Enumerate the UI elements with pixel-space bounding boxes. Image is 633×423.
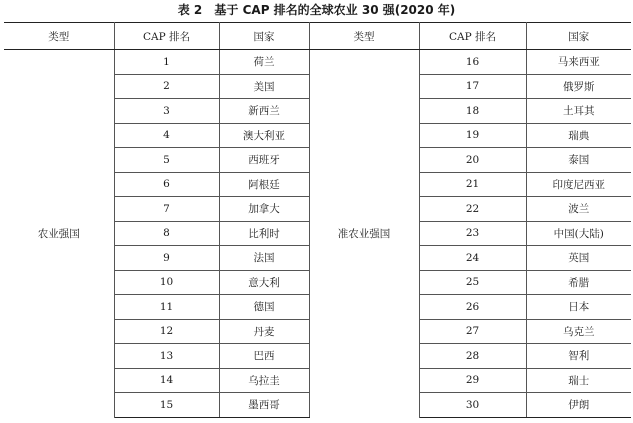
country-cell: 丹麦 [219, 319, 309, 344]
rank-cell: 24 [419, 246, 526, 271]
country-cell: 比利时 [219, 221, 309, 246]
rank-cell: 13 [114, 344, 219, 369]
country-cell: 瑞士 [526, 368, 631, 393]
table-title: 基于 CAP 排名的全球农业 30 强(2020 年) [214, 3, 456, 17]
rank-cell: 15 [114, 393, 219, 418]
rank-cell: 23 [419, 221, 526, 246]
country-cell: 英国 [526, 246, 631, 271]
group-type-left: 农业强国 [4, 50, 114, 418]
country-cell: 美国 [219, 74, 309, 99]
rank-cell: 14 [114, 368, 219, 393]
country-cell: 日本 [526, 295, 631, 320]
table-caption [0, 0, 633, 21]
table-row [4, 50, 631, 75]
country-cell: 意大利 [219, 270, 309, 295]
rank-cell: 27 [419, 319, 526, 344]
header-rank-right: CAP 排名 [419, 23, 526, 50]
rank-cell: 9 [114, 246, 219, 271]
country-cell: 新西兰 [219, 99, 309, 124]
country-cell: 德国 [219, 295, 309, 320]
header-rank-left: CAP 排名 [114, 23, 219, 50]
rank-cell: 25 [419, 270, 526, 295]
rank-cell: 2 [114, 74, 219, 99]
country-cell: 伊朗 [526, 393, 631, 418]
rank-cell: 17 [419, 74, 526, 99]
country-cell: 智利 [526, 344, 631, 369]
table-body [4, 50, 631, 418]
country-cell: 土耳其 [526, 99, 631, 124]
country-cell: 巴西 [219, 344, 309, 369]
rank-cell: 21 [419, 172, 526, 197]
country-cell: 中国(大陆) [526, 221, 631, 246]
country-cell: 墨西哥 [219, 393, 309, 418]
table-number: 表 2 [177, 3, 203, 17]
header-row [4, 23, 631, 50]
group-type-right: 准农业强国 [309, 50, 419, 418]
rank-cell: 1 [114, 50, 219, 75]
country-cell: 俄罗斯 [526, 74, 631, 99]
rank-cell: 19 [419, 123, 526, 148]
rank-cell: 6 [114, 172, 219, 197]
rank-cell: 16 [419, 50, 526, 75]
ranking-table [4, 22, 631, 418]
country-cell: 印度尼西亚 [526, 172, 631, 197]
country-cell: 荷兰 [219, 50, 309, 75]
country-cell: 马来西亚 [526, 50, 631, 75]
rank-cell: 20 [419, 148, 526, 173]
rank-cell: 11 [114, 295, 219, 320]
rank-cell: 29 [419, 368, 526, 393]
country-cell: 泰国 [526, 148, 631, 173]
rank-cell: 4 [114, 123, 219, 148]
country-cell: 西班牙 [219, 148, 309, 173]
country-cell: 阿根廷 [219, 172, 309, 197]
country-cell: 加拿大 [219, 197, 309, 222]
country-cell: 乌拉圭 [219, 368, 309, 393]
rank-cell: 7 [114, 197, 219, 222]
rank-cell: 5 [114, 148, 219, 173]
header-country-left: 国家 [219, 23, 309, 50]
header-type-left: 类型 [4, 23, 114, 50]
header-type-right: 类型 [309, 23, 419, 50]
rank-cell: 3 [114, 99, 219, 124]
rank-cell: 30 [419, 393, 526, 418]
rank-cell: 8 [114, 221, 219, 246]
country-cell: 希腊 [526, 270, 631, 295]
country-cell: 波兰 [526, 197, 631, 222]
country-cell: 法国 [219, 246, 309, 271]
rank-cell: 26 [419, 295, 526, 320]
rank-cell: 10 [114, 270, 219, 295]
rank-cell: 12 [114, 319, 219, 344]
country-cell: 瑞典 [526, 123, 631, 148]
header-country-right: 国家 [526, 23, 631, 50]
rank-cell: 28 [419, 344, 526, 369]
country-cell: 澳大利亚 [219, 123, 309, 148]
country-cell: 乌克兰 [526, 319, 631, 344]
rank-cell: 18 [419, 99, 526, 124]
rank-cell: 22 [419, 197, 526, 222]
